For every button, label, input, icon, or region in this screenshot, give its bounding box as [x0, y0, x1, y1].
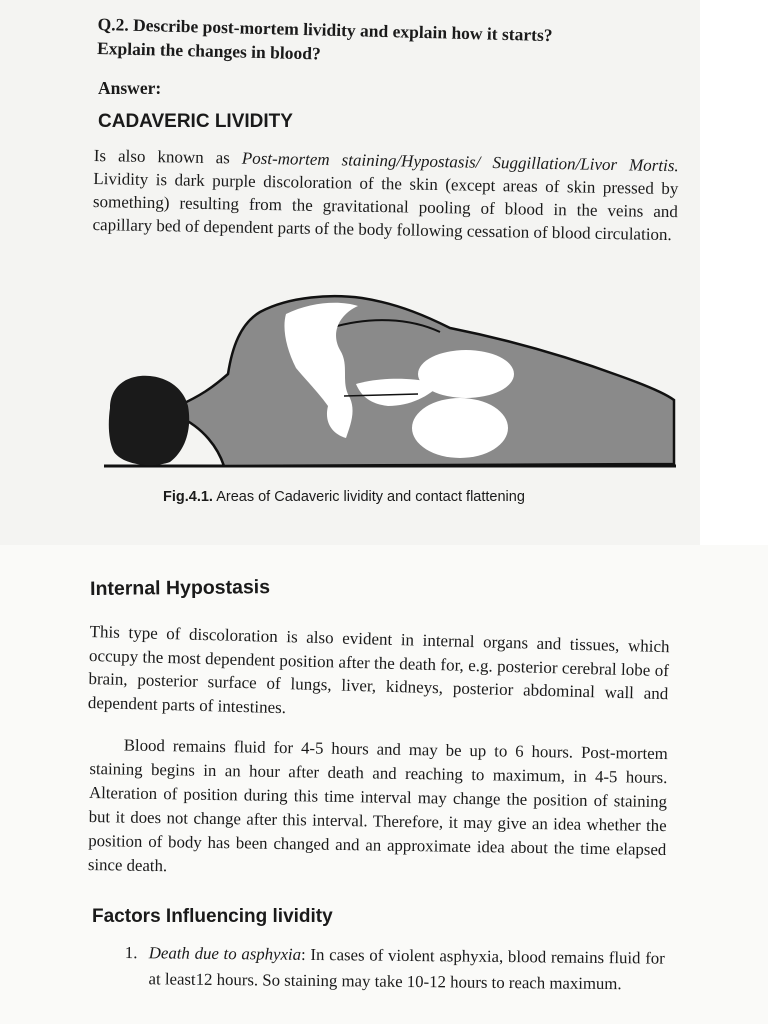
cadaveric-body: Lividity is dark purple discoloration of the skin (except areas of skin pressed by something) resulting from the gravitational pooling of blood in the veins and capillary bed of dependent parts of the body following cessation of blood circulation.: [92, 168, 679, 245]
question-line-1: Q.2. Describe post-mortem lividity and explain how it starts?: [97, 13, 553, 46]
lividity-figure: [100, 288, 680, 478]
cadaveric-intro: Is also known as: [93, 145, 243, 168]
indent: [90, 750, 124, 751]
pale-area-buttock-upper: [418, 350, 514, 398]
head-silhouette: [109, 376, 189, 465]
figure-label: Fig.4.1.: [163, 489, 213, 505]
internal-paragraph-2: [88, 733, 668, 886]
list-item-description: : In cases of violent asphyxia, blood remains fluid for at least12 hours. So staining may take 10-12 hours to reach maximum.: [148, 944, 665, 994]
pale-area-buttock-lower: [412, 398, 508, 458]
list-item-text: [148, 940, 665, 997]
cadaveric-synonyms: Post-mortem staining/Hypostasis/ Suggillation/Livor Mortis.: [241, 148, 679, 176]
list-item-term: Death due to asphyxia: [148, 943, 302, 964]
internal-paragraph-2-text: Blood remains fluid for 4-5 hours and may be up to 6 hours. Post-mortem staining begins in an hour after death and reaching to maximum, in 4-5 hours. Alteration of position during this time interval may change the position of staining but it does not change after this interval. Therefore, it may give an idea whether the position of body has been changed and an approximate idea about the time elapsed since death.: [87, 735, 668, 876]
list-item: [124, 940, 665, 998]
cadaveric-paragraph: [92, 144, 679, 246]
question-line-2: Explain the changes in blood?: [96, 37, 321, 64]
internal-hypostasis-heading: Internal Hypostasis: [90, 576, 271, 600]
figure-caption: [163, 489, 525, 505]
answer-label: Answer:: [98, 78, 162, 98]
cadaveric-lividity-heading: CADAVERIC LIVIDITY: [98, 111, 293, 132]
figure-caption-text: Areas of Cadaveric lividity and contact flattening: [212, 489, 525, 505]
factors-heading: Factors Influencing lividity: [92, 906, 333, 927]
internal-paragraph-1: This type of discoloration is also evident in internal organs and tissues, which occupy the most dependent position after the death for, e.g. posterior cerebral lobe of brain, posterior surface of lungs, liver, kidneys, posterior abdominal wall and dependent parts of intestines.: [87, 621, 670, 717]
list-item-number: 1.: [124, 942, 138, 963]
